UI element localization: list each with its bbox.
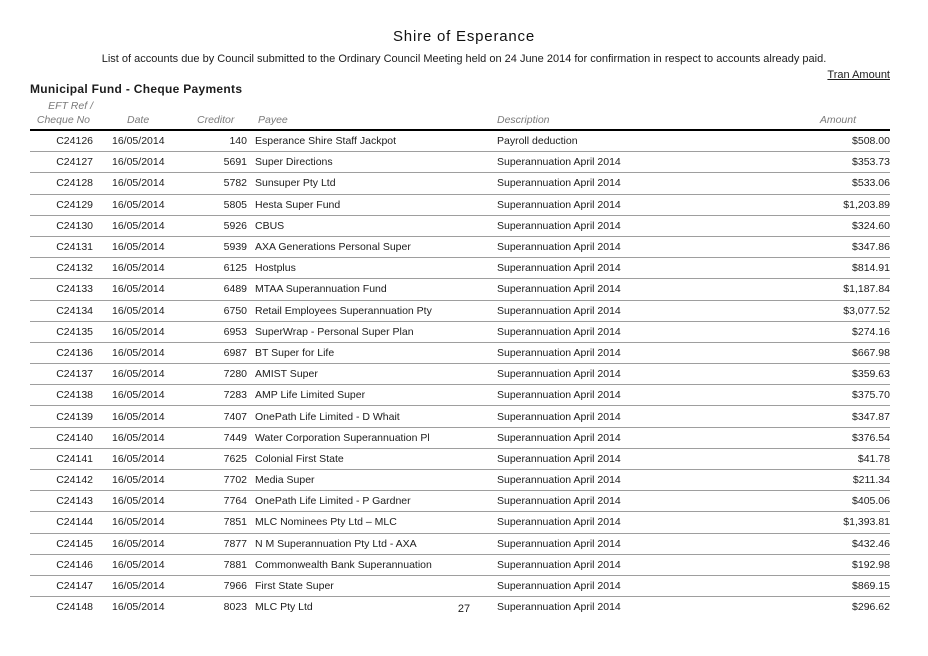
cheque-no-cell: C24127 xyxy=(30,152,95,173)
description-cell: Superannuation April 2014 xyxy=(497,194,752,215)
creditor-cell: 6750 xyxy=(195,300,247,321)
table-row xyxy=(30,300,890,321)
creditor-cell: 7625 xyxy=(195,448,247,469)
date-cell: 16/05/2014 xyxy=(95,194,195,215)
cheque-no-cell: C24141 xyxy=(30,448,95,469)
document-subtitle: List of accounts due by Council submitted to the Ordinary Council Meeting held on 24 June 2014 for confirmation in respect to accounts already paid. xyxy=(101,53,827,65)
payee-cell: AMIST Super xyxy=(247,364,497,385)
payee-cell: MLC Nominees Pty Ltd – MLC xyxy=(247,512,497,533)
creditor-cell: 7283 xyxy=(195,385,247,406)
table-row xyxy=(30,342,890,363)
cheque-no-cell: C24128 xyxy=(30,173,95,194)
description-cell: Superannuation April 2014 xyxy=(497,470,752,491)
payee-cell: Super Directions xyxy=(247,152,497,173)
table-row xyxy=(30,321,890,342)
date-cell: 16/05/2014 xyxy=(95,364,195,385)
cheque-no-cell: C24130 xyxy=(30,215,95,236)
table-row xyxy=(30,130,890,152)
table-row xyxy=(30,470,890,491)
creditor-cell: 7764 xyxy=(195,491,247,512)
description-cell: Superannuation April 2014 xyxy=(497,575,752,596)
date-cell: 16/05/2014 xyxy=(95,533,195,554)
table-row xyxy=(30,491,890,512)
amount-cell: $508.00 xyxy=(752,130,890,152)
column-header-creditor: Creditor xyxy=(197,114,235,126)
page-number: 27 xyxy=(457,603,471,615)
column-header-payee: Payee xyxy=(258,114,288,126)
amount-cell: $375.70 xyxy=(752,385,890,406)
cheque-no-cell: C24131 xyxy=(30,236,95,257)
creditor-cell: 5939 xyxy=(195,236,247,257)
cheque-no-cell: C24144 xyxy=(30,512,95,533)
table-row xyxy=(30,236,890,257)
amount-cell: $432.46 xyxy=(752,533,890,554)
creditor-cell: 5782 xyxy=(195,173,247,194)
cheque-no-cell: C24136 xyxy=(30,342,95,363)
column-header-date: Date xyxy=(127,114,150,126)
creditor-cell: 7851 xyxy=(195,512,247,533)
cheque-no-cell: C24132 xyxy=(30,258,95,279)
cheque-no-cell: C24139 xyxy=(30,406,95,427)
amount-cell: $1,187.84 xyxy=(752,279,890,300)
description-cell: Superannuation April 2014 xyxy=(497,533,752,554)
cheque-no-cell: C24135 xyxy=(30,321,95,342)
date-cell: 16/05/2014 xyxy=(95,236,195,257)
creditor-cell: 7702 xyxy=(195,470,247,491)
table-row xyxy=(30,575,890,596)
payee-cell: Media Super xyxy=(247,470,497,491)
creditor-cell: 7280 xyxy=(195,364,247,385)
page-title: Shire of Esperance xyxy=(393,28,535,45)
description-cell: Superannuation April 2014 xyxy=(497,427,752,448)
date-cell: 16/05/2014 xyxy=(95,321,195,342)
table-row xyxy=(30,173,890,194)
creditor-cell: 5805 xyxy=(195,194,247,215)
cheque-no-cell: C24142 xyxy=(30,470,95,491)
creditor-cell: 5691 xyxy=(195,152,247,173)
amount-cell: $376.54 xyxy=(752,427,890,448)
amount-cell: $274.16 xyxy=(752,321,890,342)
date-cell: 16/05/2014 xyxy=(95,152,195,173)
date-cell: 16/05/2014 xyxy=(95,406,195,427)
amount-cell: $814.91 xyxy=(752,258,890,279)
creditor-cell: 7449 xyxy=(195,427,247,448)
payee-cell: Esperance Shire Staff Jackpot xyxy=(247,130,497,152)
description-cell: Superannuation April 2014 xyxy=(497,300,752,321)
payee-cell: AMP Life Limited Super xyxy=(247,385,497,406)
table-row xyxy=(30,152,890,173)
amount-cell: $3,077.52 xyxy=(752,300,890,321)
description-cell: Payroll deduction xyxy=(497,130,752,152)
column-header-cheque-no: Cheque No xyxy=(36,114,90,126)
payee-cell: AXA Generations Personal Super xyxy=(247,236,497,257)
description-cell: Superannuation April 2014 xyxy=(497,173,752,194)
date-cell: 16/05/2014 xyxy=(95,215,195,236)
payee-cell: CBUS xyxy=(247,215,497,236)
date-cell: 16/05/2014 xyxy=(95,130,195,152)
description-cell: Superannuation April 2014 xyxy=(497,258,752,279)
payee-cell: Sunsuper Pty Ltd xyxy=(247,173,497,194)
amount-cell: $869.15 xyxy=(752,575,890,596)
date-cell: 16/05/2014 xyxy=(95,470,195,491)
creditor-cell: 7966 xyxy=(195,575,247,596)
description-cell: Superannuation April 2014 xyxy=(497,321,752,342)
creditor-cell: 5926 xyxy=(195,215,247,236)
table-row xyxy=(30,364,890,385)
payee-cell: MLC Pty Ltd xyxy=(255,601,313,614)
cheque-no-cell: C24129 xyxy=(30,194,95,215)
date-cell: 16/05/2014 xyxy=(95,385,195,406)
date-cell: 16/05/2014 xyxy=(95,554,195,575)
column-header-eft-ref: EFT Ref / xyxy=(48,100,93,112)
payee-cell: MTAA Superannuation Fund xyxy=(247,279,497,300)
payee-cell: SuperWrap - Personal Super Plan xyxy=(247,321,497,342)
amount-cell: $667.98 xyxy=(752,342,890,363)
description-cell: Superannuation April 2014 xyxy=(497,364,752,385)
creditor-cell: 140 xyxy=(195,130,247,152)
amount-cell: $1,203.89 xyxy=(752,194,890,215)
amount-cell: $533.06 xyxy=(752,173,890,194)
table-row xyxy=(30,448,890,469)
cheque-no-cell: C24143 xyxy=(30,491,95,512)
description-cell: Superannuation April 2014 xyxy=(497,448,752,469)
date-cell: 16/05/2014 xyxy=(95,491,195,512)
tran-amount-label: Tran Amount xyxy=(827,69,890,81)
table-row xyxy=(30,406,890,427)
amount-cell: $1,393.81 xyxy=(752,512,890,533)
description-cell: Superannuation April 2014 xyxy=(497,512,752,533)
amount-cell: $347.87 xyxy=(752,406,890,427)
description-cell: Superannuation April 2014 xyxy=(497,491,752,512)
date-cell: 16/05/2014 xyxy=(95,279,195,300)
creditor-cell: 7407 xyxy=(195,406,247,427)
payee-cell: Water Corporation Superannuation Pl xyxy=(247,427,497,448)
table-row xyxy=(30,215,890,236)
payee-cell: BT Super for Life xyxy=(247,342,497,363)
date-cell: 16/05/2014 xyxy=(112,601,165,614)
amount-cell: $211.34 xyxy=(752,470,890,491)
description-cell: Superannuation April 2014 xyxy=(497,554,752,575)
column-header-description: Description xyxy=(497,114,550,126)
section-title: Municipal Fund - Cheque Payments xyxy=(30,82,243,96)
description-cell: Superannuation April 2014 xyxy=(497,342,752,363)
payments-table xyxy=(30,129,890,617)
date-cell: 16/05/2014 xyxy=(95,342,195,363)
cheque-no-cell: C24138 xyxy=(30,385,95,406)
date-cell: 16/05/2014 xyxy=(95,512,195,533)
amount-cell: $353.73 xyxy=(752,152,890,173)
payee-cell: First State Super xyxy=(247,575,497,596)
creditor-cell: 8023 xyxy=(223,601,247,614)
payee-cell: Colonial First State xyxy=(247,448,497,469)
date-cell: 16/05/2014 xyxy=(95,173,195,194)
creditor-cell: 6489 xyxy=(195,279,247,300)
payee-cell: N M Superannuation Pty Ltd - AXA xyxy=(247,533,497,554)
table-row xyxy=(30,427,890,448)
creditor-cell: 7877 xyxy=(195,533,247,554)
cheque-no-cell: C24137 xyxy=(30,364,95,385)
cheque-no-cell: C24140 xyxy=(30,427,95,448)
payee-cell: Retail Employees Superannuation Pty xyxy=(247,300,497,321)
creditor-cell: 6953 xyxy=(195,321,247,342)
date-cell: 16/05/2014 xyxy=(95,427,195,448)
table-row xyxy=(30,279,890,300)
creditor-cell: 7881 xyxy=(195,554,247,575)
description-cell: Superannuation April 2014 xyxy=(497,406,752,427)
amount-cell: $192.98 xyxy=(752,554,890,575)
table-row xyxy=(30,512,890,533)
cheque-no-cell: C24147 xyxy=(30,575,95,596)
cheque-no-cell: C24134 xyxy=(30,300,95,321)
cheque-no-cell: C24126 xyxy=(30,130,95,152)
date-cell: 16/05/2014 xyxy=(95,258,195,279)
payee-cell: OnePath Life Limited - D Whait xyxy=(247,406,497,427)
cheque-no-cell: C24145 xyxy=(30,533,95,554)
table-row xyxy=(30,194,890,215)
payee-cell: Hostplus xyxy=(247,258,497,279)
column-header-amount: Amount xyxy=(819,114,856,126)
amount-cell: $324.60 xyxy=(752,215,890,236)
table-row xyxy=(30,533,890,554)
description-cell: Superannuation April 2014 xyxy=(497,152,752,173)
date-cell: 16/05/2014 xyxy=(95,448,195,469)
table-row xyxy=(30,554,890,575)
description-cell: Superannuation April 2014 xyxy=(497,279,752,300)
cheque-no-cell: C24148 xyxy=(56,601,93,614)
creditor-cell: 6987 xyxy=(195,342,247,363)
amount-cell: $347.86 xyxy=(752,236,890,257)
payee-cell: Commonwealth Bank Superannuation xyxy=(247,554,497,575)
description-cell: Superannuation April 2014 xyxy=(497,601,621,614)
cheque-no-cell: C24146 xyxy=(30,554,95,575)
description-cell: Superannuation April 2014 xyxy=(497,215,752,236)
payments-table-body xyxy=(30,130,890,617)
table-row xyxy=(30,385,890,406)
amount-cell: $359.63 xyxy=(752,364,890,385)
amount-cell: $296.62 xyxy=(852,601,890,614)
date-cell: 16/05/2014 xyxy=(95,575,195,596)
payee-cell: Hesta Super Fund xyxy=(247,194,497,215)
date-cell: 16/05/2014 xyxy=(95,300,195,321)
amount-cell: $405.06 xyxy=(752,491,890,512)
table-row xyxy=(30,258,890,279)
cheque-no-cell: C24133 xyxy=(30,279,95,300)
description-cell: Superannuation April 2014 xyxy=(497,385,752,406)
payee-cell: OnePath Life Limited - P Gardner xyxy=(247,491,497,512)
creditor-cell: 6125 xyxy=(195,258,247,279)
description-cell: Superannuation April 2014 xyxy=(497,236,752,257)
amount-cell: $41.78 xyxy=(752,448,890,469)
